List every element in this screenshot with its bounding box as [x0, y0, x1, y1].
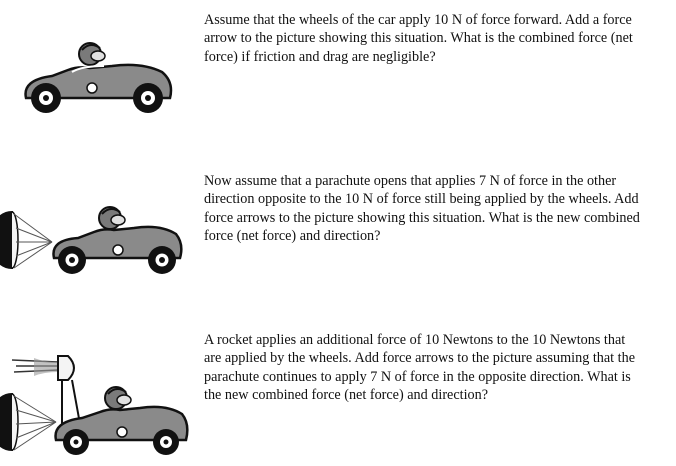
car-icon — [12, 36, 182, 118]
question-1-text: Assume that the wheels of the car apply 10 N of force forward. Add a force arrow to the picture showing this situation. What is the combined force (net force) if friction and drag are negligible? — [204, 12, 633, 65]
car-with-rocket-and-parachute-icon — [0, 346, 190, 460]
car-with-parachute-icon — [0, 196, 184, 280]
question-2-text: Now assume that a parachute opens that applies 7 N of force in the other direction opposite to the 10 N of force still being applied by the wheels. Add force arrows to the picture showing this situation. What is the new combined force (net force) and direction? — [204, 173, 640, 245]
question-3-text: A rocket applies an additional force of 10 Newtons to the 10 Newtons that are applied by the wheels. Add force arrows to the picture assuming that the parachute continues to apply 7 N of force in the opposite direction. What is the new combined force (net force) and direction? — [204, 332, 636, 404]
